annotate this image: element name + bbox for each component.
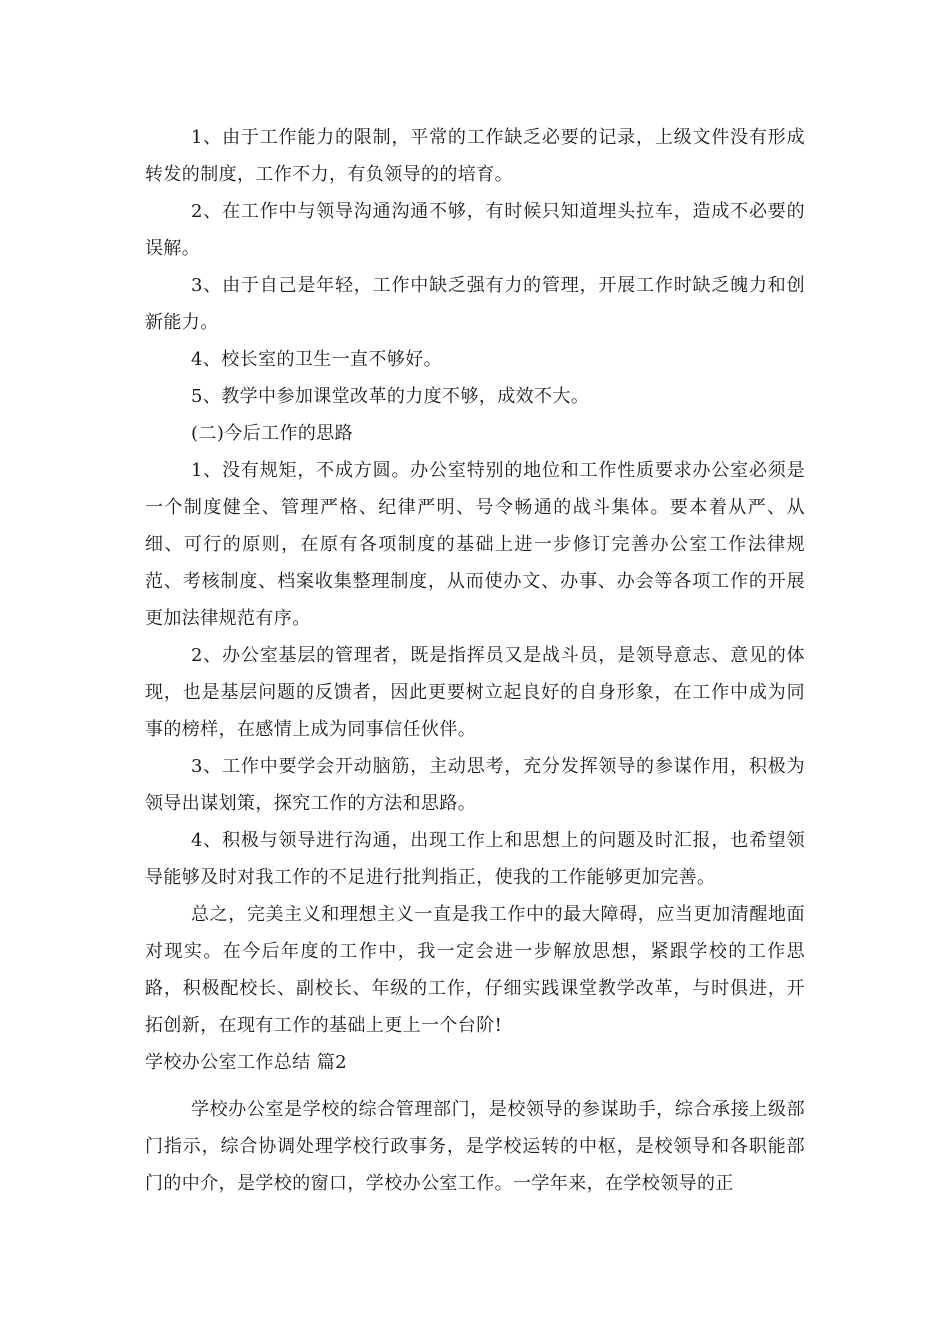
subheading-future-ideas: (二)今后工作的思路 (191, 423, 354, 444)
problem-item-1: 1、由于工作能力的限制，平常的工作缺乏必要的记录，上级文件没有形成转发的制度，工作不力，有负领导的的培育。 (145, 127, 805, 185)
problem-item-5: 5、教学中参加课堂改革的力度不够，成效不大。 (191, 386, 590, 407)
conclusion-paragraph: 总之，完美主义和理想主义一直是我工作中的最大障碍，应当更加清醒地面对现实。在今后年度的工作中，我一定会进一步解放思想，紧跟学校的工作思路，积极配校长、副校长、年级的工作，仔细实践课堂教学改革，与时俱进，开拓创新，在现有工作的基础上更上一个台阶! (145, 904, 805, 1036)
problem-item-4: 4、校长室的卫生一直不够好。 (191, 349, 443, 370)
idea-item-2: 2、办公室基层的管理者，既是指挥员又是战斗员，是领导意志、意见的体现，也是基层问题的反馈者，因此更要树立起良好的自身形象，在工作中成为同事的榜样，在感情上成为同事信任伙伴。 (145, 645, 805, 740)
problem-item-3: 3、由于自己是年轻，工作中缺乏强有力的管理，开展工作时缺乏魄力和创新能力。 (145, 275, 805, 333)
section-two-intro: 学校办公室是学校的综合管理部门，是校领导的参谋助手，综合承接上级部门指示，综合协调处理学校行政事务，是学校运转的中枢，是校领导和各职能部门的中介，是学校的窗口，学校办公室工作。一学年来，在学校领导的正 (145, 1099, 805, 1194)
idea-item-4: 4、积极与领导进行沟通，出现工作上和思想上的问题及时汇报，也希望领导能够及时对我工作的不足进行批判指正，使我的工作能够更加完善。 (145, 830, 805, 888)
section-two (145, 1091, 805, 1202)
idea-item-3: 3、工作中要学会开动脑筋，主动思考，充分发挥领导的参谋作用，积极为领导出谋划策，探究工作的方法和思路。 (145, 756, 805, 814)
section-one (145, 119, 805, 1081)
problem-item-2: 2、在工作中与领导沟通沟通不够，有时候只知道埋头拉车，造成不必要的误解。 (145, 201, 805, 259)
idea-item-1: 1、没有规矩，不成方圆。办公室特别的地位和工作性质要求办公室必须是一个制度健全、管理严格、纪律严明、号令畅通的战斗集体。要本着从严、从细、可行的原则，在原有各项制度的基础上进一步修订完善办公室工作法律规范、考核制度、档案收集整理制度，从而使办文、办事、办会等各项工作的开展更加法律规范有序。 (145, 460, 805, 629)
section-two-title: 学校办公室工作总结 篇2 (145, 1052, 347, 1073)
